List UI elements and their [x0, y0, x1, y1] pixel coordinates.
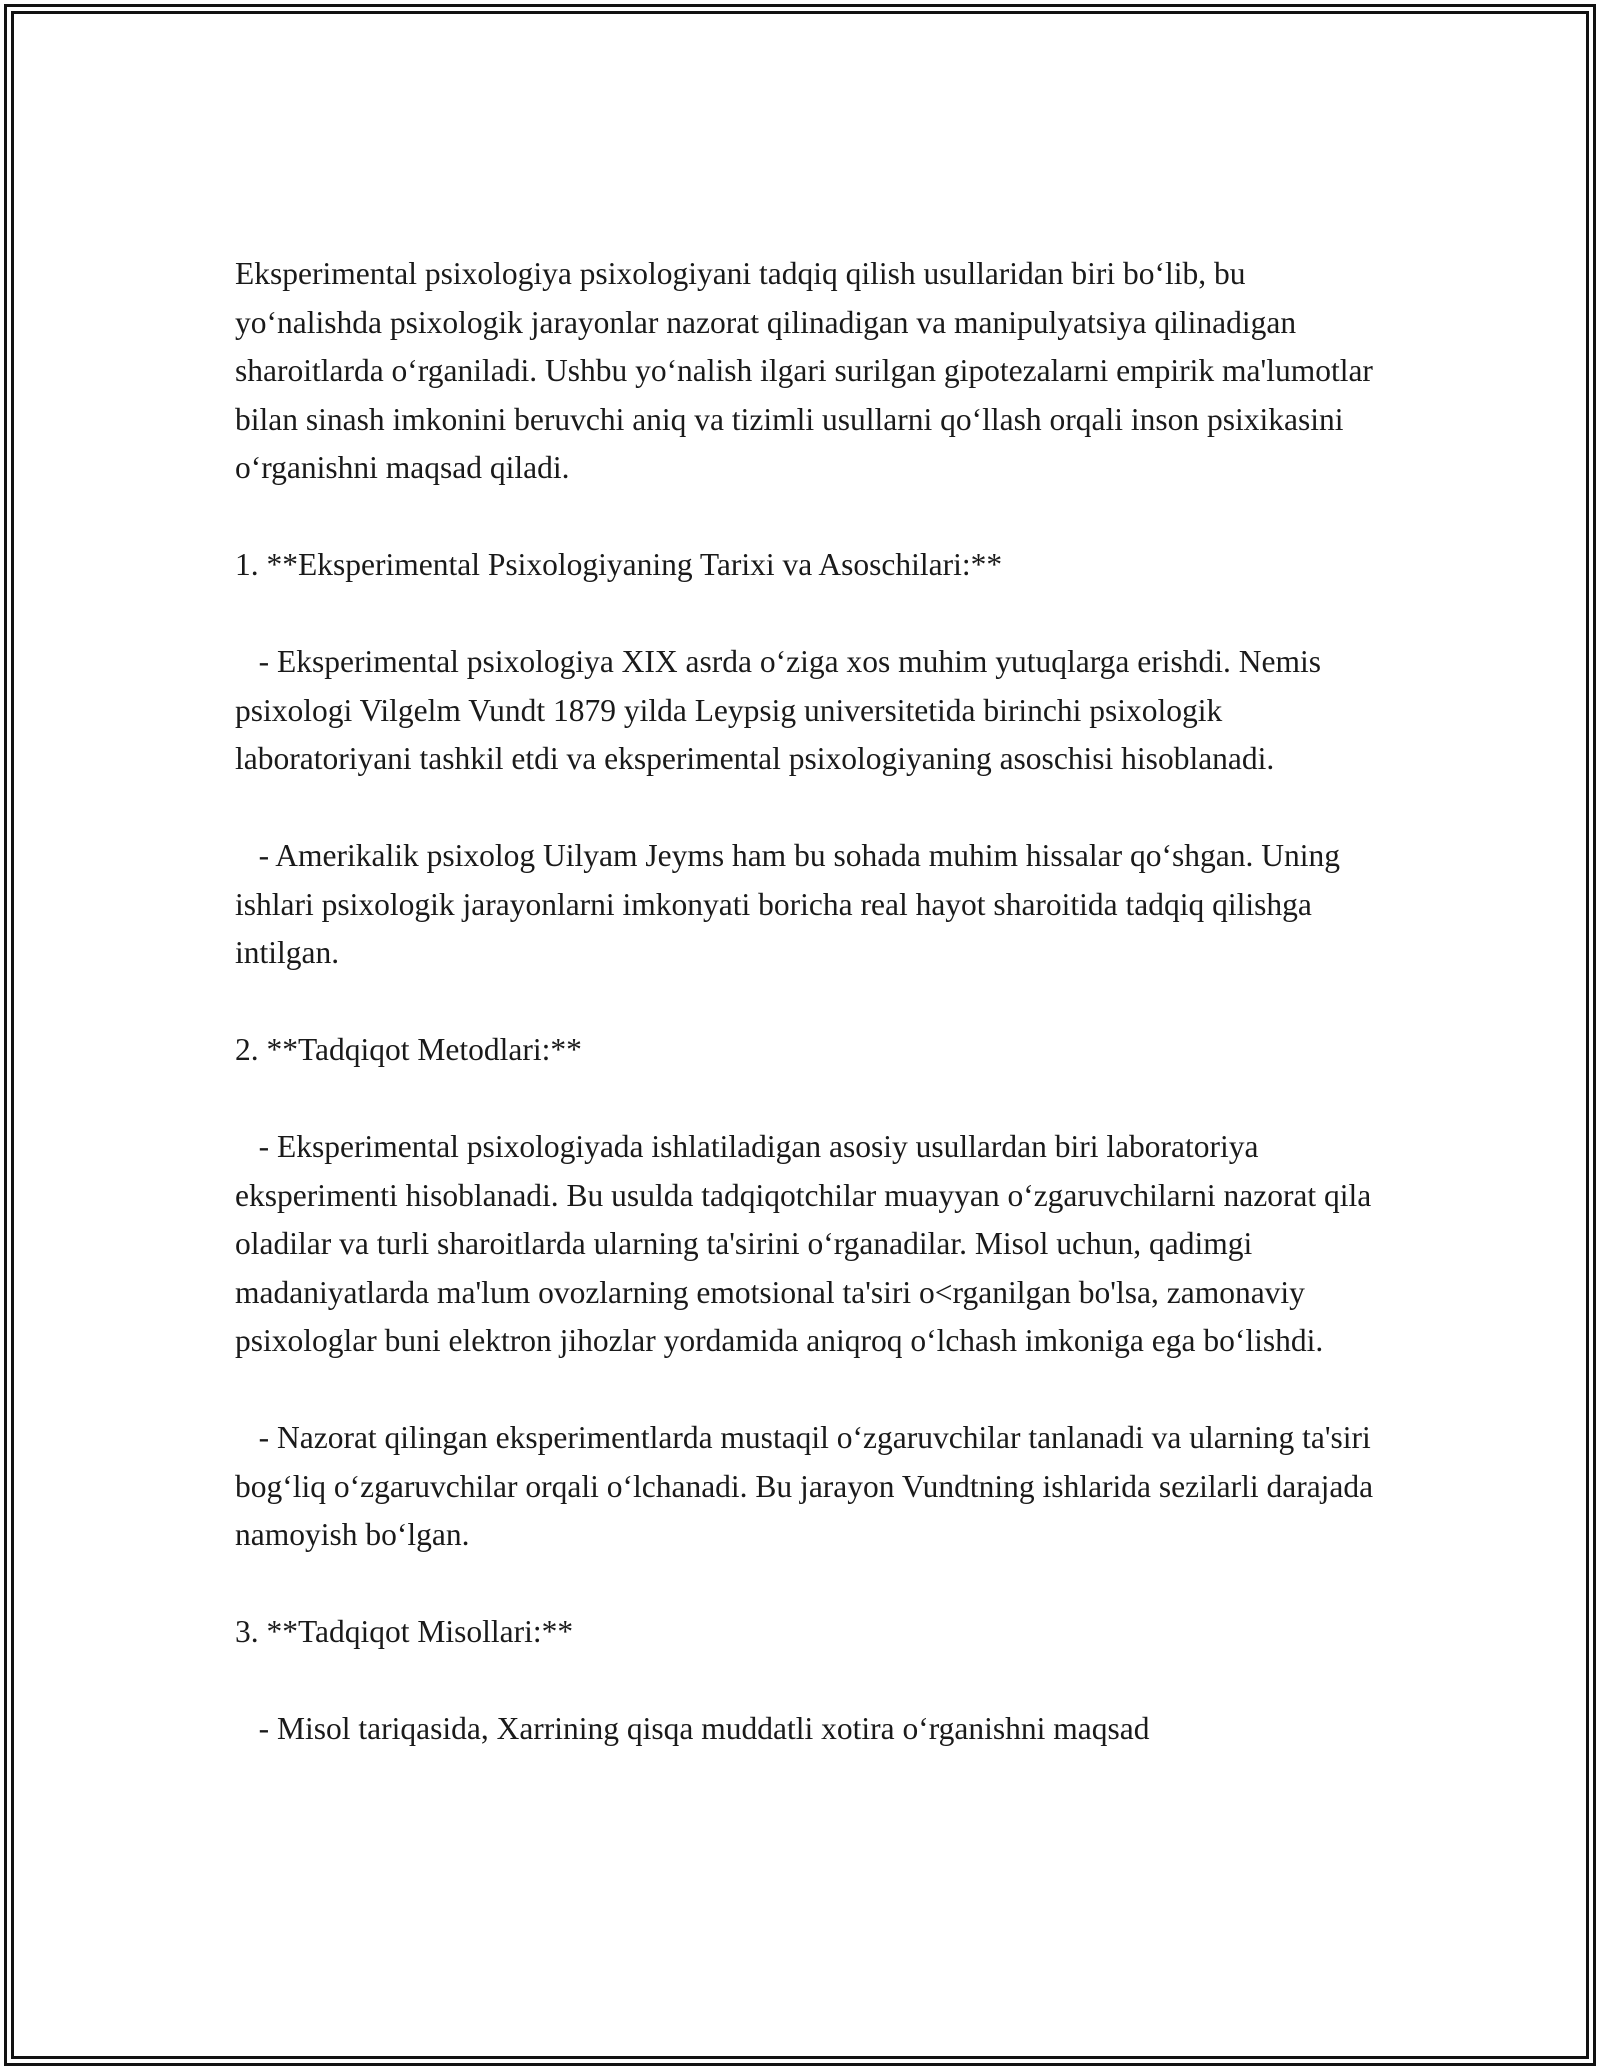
- list-item-controlled-experiment: - Nazorat qilingan eksperimentlarda mustaqil o‘zgaruvchilar tanlanadi va ularning ta'siri bog‘liq o‘zgaruvchilar orqali o‘lchanadi. Bu jarayon Vundtning ishlarida sezilarli darajada namoyish bo‘lgan.: [235, 1420, 1382, 1552]
- section-heading-examples: 3. **Tadqiqot Misollari:**: [235, 1614, 574, 1649]
- section-heading-history: 1. **Eksperimental Psixologiyaning Tarixi va Asoschilari:**: [235, 547, 1003, 582]
- list-item-lab-experiment: - Eksperimental psixologiyada ishlatiladigan asosiy usullardan biri laboratoriya eksperimenti hisoblanadi. Bu usulda tadqiqotchilar muayyan o‘zgaruvchilarni nazorat qila oladilar va turli sharoitlarda ularning ta'sirini o‘rganadilar. Misol uchun, qadimgi madaniyatlarda ma'lum ovozlarning emotsional ta'siri o<rganilgan bo'lsa, zamonaviy psixologlar buni elektron jihozlar yordamida aniqroq o‘lchash imkoniga ega bo‘lishdi.: [235, 1129, 1380, 1358]
- document-body: [235, 250, 1395, 1802]
- list-item-vundt: - Eksperimental psixologiya XIX asrda o‘ziga xos muhim yutuqlarga erishdi. Nemis psixologi Vilgelm Vundt 1879 yilda Leypsig universitetida birinchi psixologik laboratoriyani tashkil etdi va eksperimental psixologiyaning asoschisi hisoblanadi.: [235, 644, 1329, 776]
- intro-paragraph: Eksperimental psixologiya psixologiyani tadqiq qilish usullaridan biri bo‘lib, bu yo‘nalishda psixologik jarayonlar nazorat qilinadigan va manipulyatsiya qilinadigan sharoitlarda o‘rganiladi. Ushbu yo‘nalish ilgari surilgan gipotezalarni empirik ma'lumotlar bilan sinash imkonini beruvchi aniq va tizimli usullarni qo‘llash orqali inson psixikasini o‘rganishni maqsad qiladi.: [235, 256, 1381, 485]
- list-item-james: - Amerikalik psixolog Uilyam Jeyms ham bu sohada muhim hissalar qo‘shgan. Uning ishlari psixologik jarayonlarni imkonyati boricha real hayot sharoitida tadqiq qilishga intilgan.: [235, 838, 1348, 970]
- list-item-memory-example: - Misol tariqasida, Xarrining qisqa muddatli xotira o‘rganishni maqsad: [235, 1711, 1150, 1746]
- section-heading-methods: 2. **Tadqiqot Metodlari:**: [235, 1032, 582, 1067]
